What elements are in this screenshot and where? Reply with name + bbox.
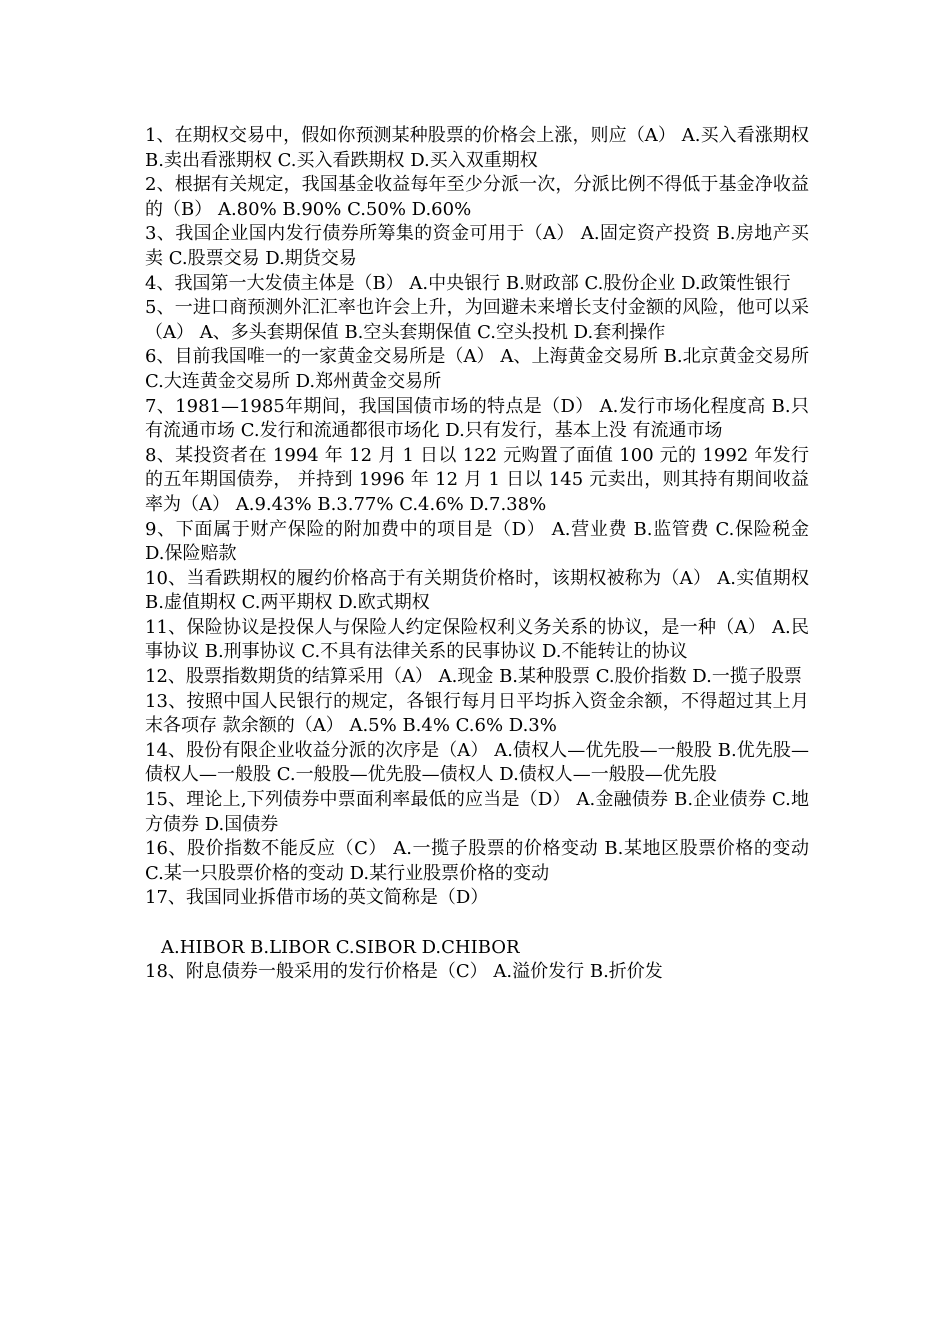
question-7: 7、1981—1985年期间，我国国债市场的特点是（D） A.发行市场化程度高 B.只有流通市场 C.发行和流通都很市场化 D.只有发行，基本上没 有流通市场 (145, 395, 809, 442)
question-10: 10、当看跌期权的履约价格高于有关期货价格时，该期权被称为（A） A.实值期权 B.虚值期权 C.两平期权 D.欧式期权 (145, 567, 809, 614)
question-17-options: A.HIBOR B.LIBOR C.SIBOR D.CHIBOR (161, 936, 520, 958)
question-8: 8、某投资者在 1994 年 12 月 1 日以 122 元购置了面值 100 元的 1992 年发行的五年期国债券， 并持到 1996 年 12 月 1 日以 145 元卖出，则其持有期间收益率为（A） A.9.43% B.3.77% C.4.6% D.7.38% (145, 444, 809, 515)
question-13: 13、按照中国人民银行的规定，各银行每月日平均拆入资金余额，不得超过其上月末各项存 款余额的（A） A.5% B.4% C.6% D.3% (145, 690, 809, 737)
question-15: 15、理论上,下列债券中票面利率最低的应当是（D） A.金融债券 B.企业债券 C.地方债券 D.国债券 (145, 789, 809, 835)
question-1: 1、在期权交易中，假如你预测某种股票的价格会上涨，则应（A） A.买入看涨期权 B.卖出看涨期权 C.买入看跌期权 D.买入双重期权 (145, 125, 809, 171)
question-14: 14、股份有限企业收益分派的次序是（A） A.债权人—优先股—一般股 B.优先股—债权人—一般股 C.一般股—优先股—债权人 D.债权人—一般股—优先股 (145, 739, 809, 786)
question-2: 2、根据有关规定，我国基金收益每年至少分派一次，分派比例不得低于基金净收益的（B） A.80% B.90% C.50% D.60% (145, 174, 809, 220)
question-9: 9、下面属于财产保险的附加费中的项目是（D） A.营业费 B.监管费 C.保险税金 D.保险赔款 (145, 518, 809, 565)
question-12: 12、股票指数期货的结算采用（A） A.现金 B.某种股票 C.股价指数 D.一揽子股票 (145, 666, 802, 688)
question-6: 6、目前我国唯一的一家黄金交易所是（A） A、上海黄金交易所 B.北京黄金交易所 C.大连黄金交易所 D.郑州黄金交易所 (145, 346, 809, 392)
question-18: 18、附息债券一般采用的发行价格是（C） A.溢价发行 B.折价发 (145, 961, 663, 983)
question-16: 16、股价指数不能反应（C） A.一揽子股票的价格变动 B.某地区股票价格的变动 C.某一只股票价格的变动 D.某行业股票价格的变动 (145, 838, 809, 884)
question-17: 17、我国同业拆借市场的英文简称是（D） (145, 887, 489, 909)
question-4: 4、我国第一大发债主体是（B） A.中央银行 B.财政部 C.股份企业 D.政策性银行 (145, 272, 791, 294)
question-11: 11、保险协议是投保人与保险人约定保险权利义务关系的协议，是一种（A） A.民事协议 B.刑事协议 C.不具有法律关系的民事协议 D.不能转让的协议 (145, 616, 809, 663)
question-3: 3、我国企业国内发行债券所筹集的资金可用于（A） A.固定资产投资 B.房地产买卖 C.股票交易 D.期货交易 (145, 223, 809, 269)
blank-line (145, 911, 809, 936)
document-page (145, 124, 809, 985)
question-5: 5、一进口商预测外汇汇率也许会上升，为回避未来增长支付金额的风险，他可以采（A） A、多头套期保值 B.空头套期保值 C.空头投机 D.套利操作 (145, 297, 809, 343)
